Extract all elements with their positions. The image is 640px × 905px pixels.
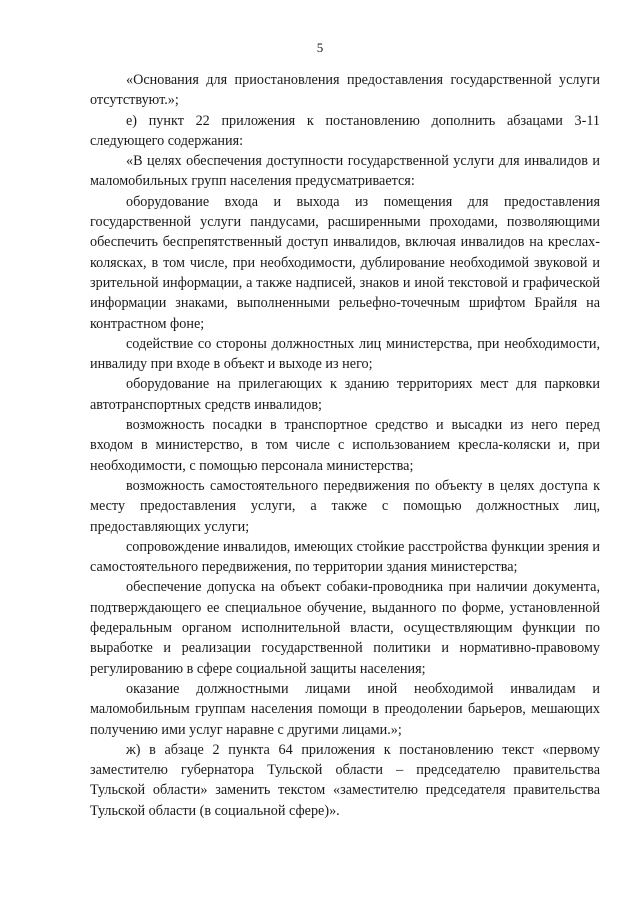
paragraph-item-zh: ж) в абзаце 2 пункта 64 приложения к постановлению текст «первому заместителю губернатора Тульской области – председателю правительства Тульской области» заменить текстом «заместителю председателя правительства Тульской области (в социальной сфере)». bbox=[90, 741, 600, 819]
paragraph-escort: сопровождение инвалидов, имеющих стойкие расстройства функции зрения и самостоятельного передвижения, по территории здания министерства; bbox=[90, 538, 600, 576]
page-number: 5 bbox=[316, 40, 324, 55]
paragraph-guide-dog: обеспечение допуска на объект собаки-проводника при наличии документа, подтверждающего ее специальное обучение, выданного по форме, установленной федеральным органом исполнительной власти, осуществляющим функции по выработке и реализации государственной политики и нормативно-правовому регулированию в сфере социальной защиты населения; bbox=[90, 579, 600, 677]
paragraph-parking: оборудование на прилегающих к зданию территориях мест для парковки автотранспортных средств инвалидов; bbox=[90, 376, 600, 413]
paragraph-other-assistance: оказание должностными лицами иной необходимой инвалидам и маломобильным группам населения помощи в преодолении барьеров, мешающих получению ими услуг наравне с другими лицами.»; bbox=[90, 680, 600, 738]
paragraph-entrance-equipment: оборудование входа и выхода из помещения для предоставления государственной услуги пандусами, расширенными проходами, позволяющими обеспечить беспрепятственный доступ инвалидов, включая инвалидов на креслах-колясках, в том числе, при необходимости, дублирование необходимой звуковой и зрительной информации, а также надписей, знаков и иной текстовой и графической информации знаками, выполненными рельефно-точечным шрифтом Брайля на контрастном фоне; bbox=[90, 193, 600, 332]
paragraph-accessibility-intro: «В целях обеспечения доступности государственной услуги для инвалидов и маломобильных групп населения предусматривается: bbox=[90, 153, 600, 190]
paragraph-suspension-grounds: «Основания для приостановления предоставления государственной услуги отсутствуют.»; bbox=[90, 72, 600, 109]
paragraph-item-e: е) пункт 22 приложения к постановлению дополнить абзацами 3-11 следующего содержания: bbox=[90, 112, 600, 149]
paragraph-staff-assistance: содействие со стороны должностных лиц министерства, при необходимости, инвалиду при входе в объект и выходе из него; bbox=[90, 335, 600, 373]
paragraph-independent-movement: возможность самостоятельного передвижения по объекту в целях доступа к месту предоставления услуги, а также с помощью должностных лиц, предоставляющих услуги; bbox=[90, 477, 600, 535]
paragraph-transport-boarding: возможность посадки в транспортное средство и высадки из него перед входом в министерство, в том числе с использованием кресла-коляски и, при необходимости, с помощью персонала министерства; bbox=[90, 417, 600, 474]
document-body bbox=[90, 70, 600, 821]
